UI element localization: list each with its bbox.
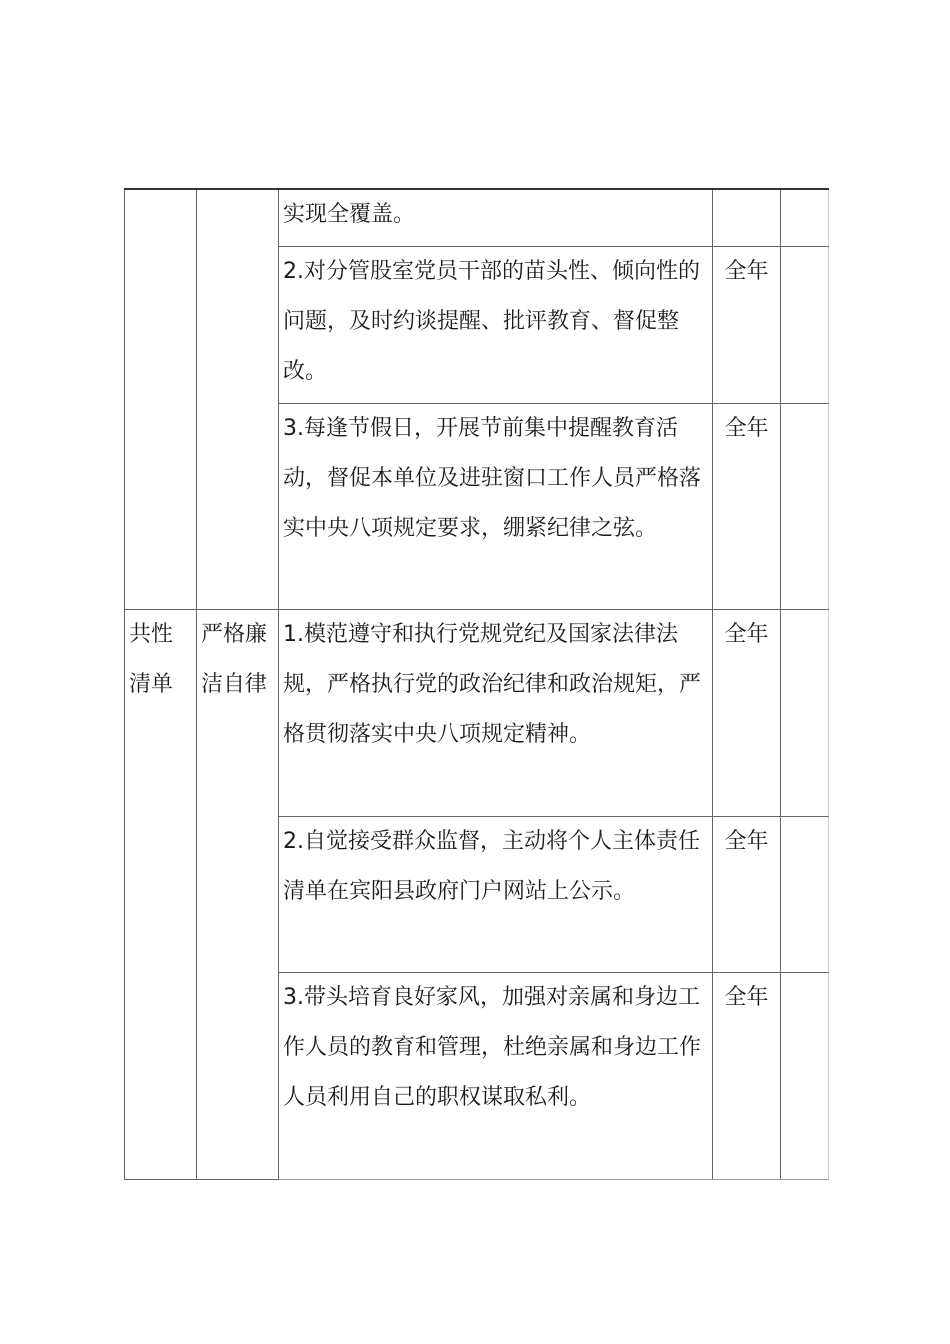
time-text: 全年: [724, 415, 769, 441]
note-cell: [781, 972, 829, 1179]
time-cell-empty: [713, 189, 781, 246]
task-cell: [279, 609, 713, 816]
time-cell: [713, 246, 781, 403]
responsibility-table: [124, 188, 829, 1180]
category-cell-empty: [125, 189, 197, 609]
time-text: 全年: [724, 258, 769, 284]
time-cell: [713, 403, 781, 609]
task-text: 2.自觉接受群众监督，主动将个人主体责任清单在宾阳县政府门户网站上公示。: [283, 828, 700, 904]
note-cell: [781, 609, 829, 816]
task-cell: [279, 972, 713, 1179]
task-text: 实现全覆盖。: [283, 202, 416, 227]
task-cell: [279, 403, 713, 609]
task-text: 2.对分管股室党员干部的苗头性、倾向性的问题，及时约谈提醒、批评教育、督促整改。: [283, 258, 700, 384]
time-text: 全年: [724, 828, 769, 854]
subcategory-cell: [197, 609, 279, 1179]
note-cell: [781, 403, 829, 609]
note-cell: [781, 246, 829, 403]
category-cell: [125, 609, 197, 1179]
task-text: 1.模范遵守和执行党规党纪及国家法律法规，严格执行党的政治纪律和政治规矩，严格贯彻落实中央八项规定精神。: [283, 621, 702, 747]
table-row: [125, 609, 829, 816]
note-cell: [781, 189, 829, 246]
note-cell: [781, 816, 829, 972]
time-cell: [713, 609, 781, 816]
category-text: 共性清单: [129, 621, 174, 697]
subcategory-cell-empty: [197, 189, 279, 609]
table-row: [125, 189, 829, 246]
time-text: 全年: [724, 984, 769, 1010]
task-text: 3.带头培育良好家风，加强对亲属和身边工作人员的教育和管理，杜绝亲属和身边工作人员利用自己的职权谋取私利。: [283, 984, 702, 1110]
task-text: 3.每逢节假日，开展节前集中提醒教育活动，督促本单位及进驻窗口工作人员严格落实中央八项规定要求，绷紧纪律之弦。: [283, 415, 702, 541]
time-cell: [713, 972, 781, 1179]
subcategory-text: 严格廉洁自律: [201, 621, 268, 697]
task-cell: [279, 189, 713, 246]
time-text: 全年: [724, 621, 769, 647]
task-cell: [279, 816, 713, 972]
task-cell: [279, 246, 713, 403]
time-cell: [713, 816, 781, 972]
